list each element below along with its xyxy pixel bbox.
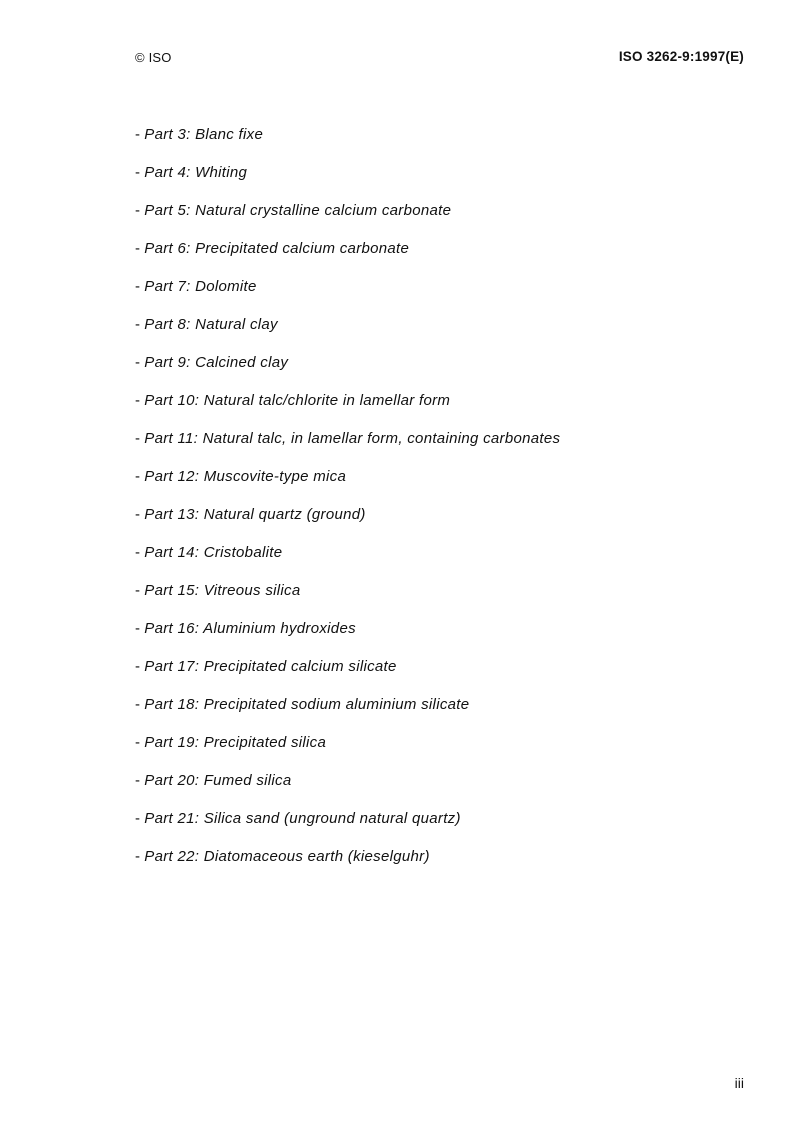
list-item [135, 465, 560, 503]
list-item [135, 351, 560, 389]
part-number: Part 16: [144, 620, 200, 637]
part-number: Part 10: [144, 392, 200, 409]
list-item [135, 731, 560, 769]
part-title: Blanc fixe [195, 126, 264, 143]
part-title: Calcined clay [195, 354, 289, 371]
list-dash: - [135, 658, 141, 675]
part-title: Dolomite [195, 278, 257, 295]
list-item [135, 237, 560, 275]
part-title: Vitreous silica [203, 582, 301, 599]
part-title: Precipitated silica [203, 734, 327, 751]
list-dash: - [135, 696, 141, 713]
standard-reference: ISO 3262-9:1997(E) [618, 49, 744, 64]
list-item [135, 313, 560, 351]
list-dash: - [135, 734, 141, 751]
page-number: iii [734, 1075, 744, 1091]
list-dash: - [135, 392, 141, 409]
list-dash: - [135, 126, 141, 143]
part-title: Aluminium hydroxides [203, 620, 356, 637]
part-title: Whiting [195, 164, 248, 181]
part-title: Fumed silica [203, 772, 292, 789]
list-dash: - [135, 202, 141, 219]
list-item [135, 123, 560, 161]
copyright-notice: © ISO [135, 50, 172, 65]
part-number: Part 21: [144, 810, 200, 827]
part-number: Part 5: [144, 202, 191, 219]
list-dash: - [135, 848, 141, 865]
part-number: Part 20: [144, 772, 200, 789]
list-item [135, 617, 560, 655]
list-dash: - [135, 430, 141, 447]
list-dash: - [135, 468, 141, 485]
part-title: Natural quartz (ground) [203, 506, 366, 523]
list-dash: - [135, 582, 141, 599]
list-dash: - [135, 316, 141, 333]
list-dash: - [135, 240, 141, 257]
list-dash: - [135, 164, 141, 181]
part-number: Part 15: [144, 582, 200, 599]
part-number: Part 11: [144, 430, 199, 447]
part-title: Precipitated calcium silicate [203, 658, 397, 675]
part-number: Part 6: [144, 240, 191, 257]
list-item [135, 845, 560, 883]
part-title: Muscovite-type mica [203, 468, 347, 485]
list-dash: - [135, 506, 141, 523]
part-number: Part 18: [144, 696, 200, 713]
list-item [135, 275, 560, 313]
part-number: Part 3: [144, 126, 191, 143]
part-number: Part 19: [144, 734, 200, 751]
part-number: Part 14: [144, 544, 200, 561]
list-dash: - [135, 810, 141, 827]
list-item [135, 693, 560, 731]
list-item [135, 655, 560, 693]
list-item [135, 769, 560, 807]
list-item [135, 199, 560, 237]
list-dash: - [135, 544, 141, 561]
part-number: Part 22: [144, 848, 200, 865]
part-title: Silica sand (unground natural quartz) [203, 810, 461, 827]
list-item [135, 807, 560, 845]
list-dash: - [135, 278, 141, 295]
part-number: Part 9: [144, 354, 191, 371]
part-title: Natural talc, in lamellar form, containing carbonates [202, 430, 561, 447]
part-title: Diatomaceous earth (kieselguhr) [203, 848, 430, 865]
part-number: Part 4: [144, 164, 191, 181]
part-title: Natural talc/chlorite in lamellar form [203, 392, 451, 409]
list-item [135, 161, 560, 199]
part-number: Part 7: [144, 278, 191, 295]
part-title: Precipitated sodium aluminium silicate [203, 696, 470, 713]
part-number: Part 8: [144, 316, 191, 333]
part-title: Natural clay [195, 316, 278, 333]
list-dash: - [135, 620, 141, 637]
list-item [135, 541, 560, 579]
list-item [135, 389, 560, 427]
list-dash: - [135, 772, 141, 789]
list-item [135, 427, 560, 465]
part-title: Natural crystalline calcium carbonate [195, 202, 452, 219]
part-title: Cristobalite [203, 544, 283, 561]
part-number: Part 17: [144, 658, 200, 675]
list-item [135, 579, 560, 617]
parts-list [135, 123, 560, 883]
part-number: Part 12: [144, 468, 200, 485]
list-dash: - [135, 354, 141, 371]
part-title: Precipitated calcium carbonate [195, 240, 410, 257]
list-item [135, 503, 560, 541]
part-number: Part 13: [144, 506, 200, 523]
